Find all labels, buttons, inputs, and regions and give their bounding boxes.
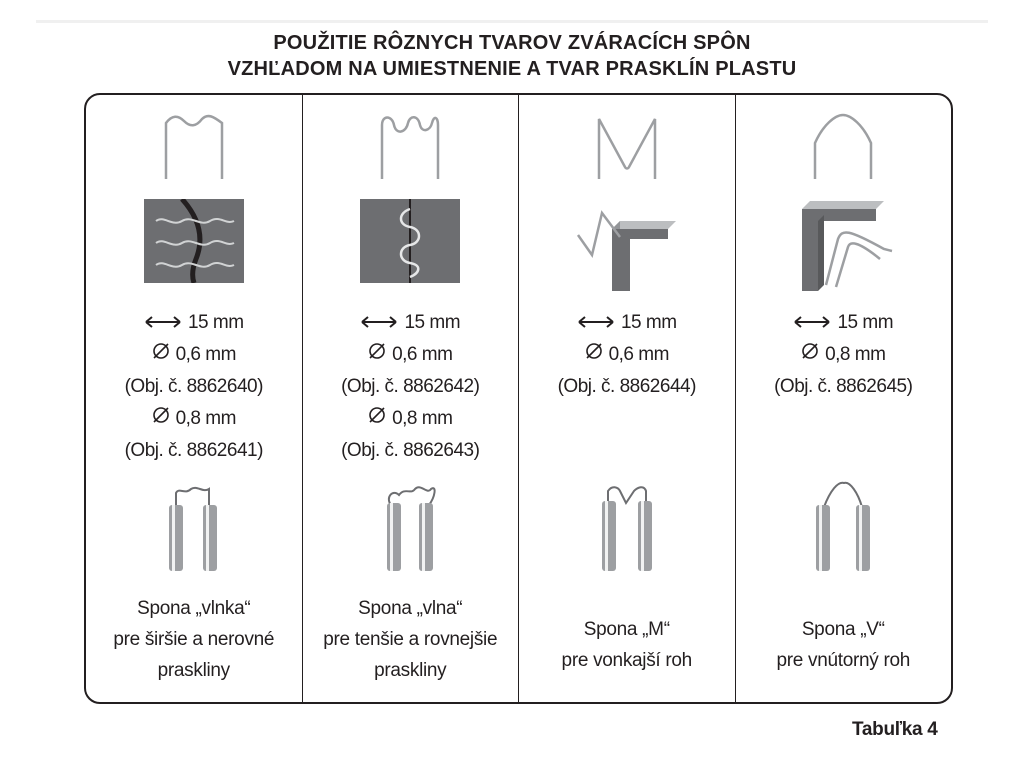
top-divider <box>36 20 988 23</box>
diameter-icon <box>152 342 170 360</box>
length-value: 15 mm <box>620 312 677 333</box>
specs-block <box>86 307 302 467</box>
diameter-icon <box>152 406 170 424</box>
diameter-spec <box>519 339 735 371</box>
welder-electrodes-icon <box>149 477 239 573</box>
welder-electrodes-icon <box>582 477 672 573</box>
order-number: (Obj. č. 8862645) <box>774 376 913 397</box>
specs-block <box>736 307 952 403</box>
staple-use: pre vonkajší roh <box>561 650 692 671</box>
wide-crack-icon <box>144 199 244 283</box>
length-spec <box>303 307 519 339</box>
staple-caption <box>519 614 735 676</box>
order-number: (Obj. č. 8862641) <box>124 440 263 461</box>
staple-caption <box>736 614 952 676</box>
diameter-icon <box>368 406 386 424</box>
staple-use: pre tenšie a rovnejšie <box>323 629 498 650</box>
diameter-value: 0,6 mm <box>392 344 453 365</box>
staple-name: Spona „V“ <box>801 619 885 640</box>
diameter-spec <box>303 339 519 371</box>
staple-name: Spona „vlnka“ <box>137 598 251 619</box>
table-label: Tabuľka 4 <box>852 719 938 740</box>
order-number: (Obj. č. 8862642) <box>341 376 480 397</box>
diameter-icon <box>585 342 603 360</box>
column-wave-staple <box>303 95 520 702</box>
thin-crack-icon <box>360 199 460 283</box>
staple-use: pre vnútorný roh <box>776 650 911 671</box>
double-arrow-icon <box>577 316 615 328</box>
outer-corner-icon <box>572 199 682 291</box>
diameter-spec <box>303 403 519 435</box>
staple-use: praskliny <box>157 660 230 681</box>
staple-caption <box>86 593 302 686</box>
m-staple-icon <box>577 111 677 181</box>
wavelet-staple-icon <box>144 111 244 181</box>
diameter-spec <box>86 403 302 435</box>
diameter-value: 0,6 mm <box>175 344 236 365</box>
specs-block <box>303 307 519 467</box>
length-spec <box>86 307 302 339</box>
title-line-2: VZHĽADOM NA UMIESTNENIE A TVAR PRASKLÍN PLASTU <box>227 58 797 80</box>
staple-name: Spona „vlna“ <box>358 598 463 619</box>
staple-caption <box>303 593 519 686</box>
column-m-staple <box>519 95 736 702</box>
double-arrow-icon <box>793 316 831 328</box>
diameter-icon <box>801 342 819 360</box>
diameter-value: 0,6 mm <box>608 344 669 365</box>
v-staple-icon <box>793 111 893 181</box>
title-line-1: POUŽITIE RÔZNYCH TVAROV ZVÁRACÍCH SPÔN <box>273 32 751 54</box>
diameter-value: 0,8 mm <box>825 344 886 365</box>
double-arrow-icon <box>144 316 182 328</box>
staple-use: praskliny <box>374 660 447 681</box>
double-arrow-icon <box>360 316 398 328</box>
order-number: (Obj. č. 8862644) <box>557 376 696 397</box>
diameter-spec <box>86 339 302 371</box>
order-number: (Obj. č. 8862643) <box>341 440 480 461</box>
staple-table <box>84 93 953 704</box>
diameter-icon <box>368 342 386 360</box>
length-spec <box>736 307 952 339</box>
welder-electrodes-icon <box>798 477 888 573</box>
column-v-staple <box>736 95 952 702</box>
length-spec <box>519 307 735 339</box>
diameter-value: 0,8 mm <box>392 408 453 429</box>
diameter-spec <box>736 339 952 371</box>
wave-staple-icon <box>360 111 460 181</box>
order-number: (Obj. č. 8862640) <box>124 376 263 397</box>
staple-name: Spona „M“ <box>583 619 670 640</box>
specs-block <box>519 307 735 403</box>
length-value: 15 mm <box>187 312 244 333</box>
inner-corner-icon <box>788 199 898 295</box>
length-value: 15 mm <box>404 312 461 333</box>
diameter-value: 0,8 mm <box>175 408 236 429</box>
page-title <box>0 30 1024 82</box>
welder-electrodes-icon <box>365 477 455 573</box>
staple-use: pre širšie a nerovné <box>113 629 275 650</box>
column-wavelet-staple <box>86 95 303 702</box>
length-value: 15 mm <box>837 312 894 333</box>
